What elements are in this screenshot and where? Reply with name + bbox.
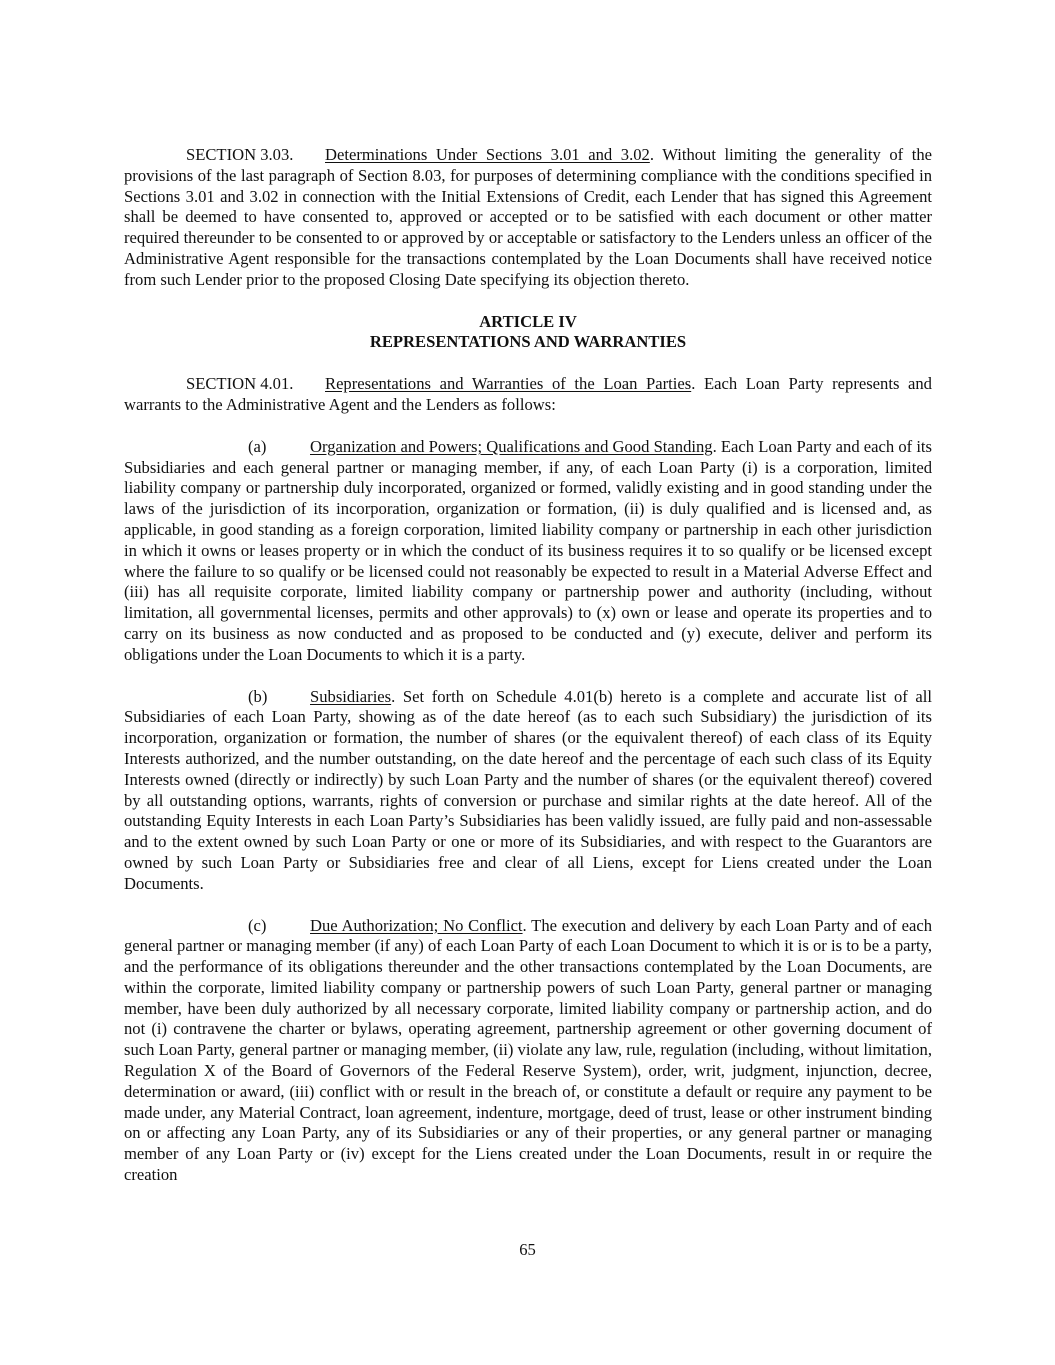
article-title: REPRESENTATIONS AND WARRANTIES (369, 332, 687, 352)
section-heading: Representations and Warranties of the Loan Parties (325, 374, 692, 394)
clause-heading: Organization and Powers; Qualifications and Good Standing (310, 436, 713, 456)
document-page (124, 145, 932, 1186)
clause-label: (a) (248, 436, 267, 456)
section-3-03 (124, 145, 932, 291)
section-heading: Determinations Under Sections 3.01 and 3.02 (325, 145, 650, 164)
clause-body: . Each Loan Party and each of its Subsidiaries and each general partner or managing member, if any, of each Loan Party (i) is a corporation, limited liability company or partnership duly incorporated, organized or formed, validly existing and in good standing under the laws of the jurisdiction of its incorporation, organization or formation, (ii) is duly qualified and is licensed and, as applicable, in good standing as a foreign corporation, limited liability company or partnership in each other jurisdiction in which it owns or leases property or in which the conduct of its business requires it to so qualify or be licensed except where the failure to so qualify or be licensed could not reasonably be expected to result in a Material Adverse Effect and (iii) has all requisite corporate, limited liability company or partnership power and authority (including, without limitation, all governmental licenses, permits and other approvals) to (x) own or lease and operate its properties and to carry on its business as now conducted and as proposed to be conducted and (y) execute, deliver and perform its obligations under the Loan Documents to which it is a party. (124, 436, 933, 664)
section-number: SECTION 3.03. (186, 145, 294, 164)
clause-heading: Subsidiaries (310, 686, 392, 706)
clause-c (124, 916, 932, 1186)
clause-a (124, 437, 932, 666)
section-body: . Each Loan Party represents and warrants to the Administrative Agent and the Lenders as follows: (124, 374, 932, 414)
section-number: SECTION 4.01. (186, 374, 294, 394)
clause-label: (b) (248, 686, 268, 706)
section-body: . Without limiting the generality of the provisions of the last paragraph of Section 8.03, for purposes of determining compliance with the conditions specified in Sections 3.01 and 3.02 in connection with the Initial Extensions of Credit, each Lender that has signed this Agreement shall be deemed to have consented to, approved or accepted or to be satisfied with each document or other matter required thereunder to be consented to or approved by or acceptable or satisfactory to the Lenders unless an officer of the Administrative Agent responsible for the transactions contemplated by the Loan Documents shall have received notice from such Lender prior to the proposed Closing Date specifying its objection thereto. (124, 145, 932, 289)
article-number: ARTICLE IV (479, 311, 577, 331)
clause-body: . The execution and delivery by each Loan Party and of each general partner or managing member (if any) of each Loan Party of each Loan Document to which it is or is to be a party, and the performance of its obligations thereunder and the other transactions contemplated by the Loan Documents, are within the corporate, limited liability company or partnership powers of such Loan Party, general partner or managing member, have been duly authorized by all necessary corporate, limited liability company or partnership action, and do not (i) contravene the charter or bylaws, operating agreement, partnership agreement or other governing document of such Loan Party, general partner or managing member, (ii) violate any law, rule, regulation (including, without limitation, Regulation X of the Board of Governors of the Federal Reserve System), order, writ, judgment, injunction, decree, determination or award, (iii) conflict with or result in the breach of, or constitute a default or require any payment to be made under, any Material Contract, loan agreement, indenture, mortgage, deed of trust, lease or other instrument binding on or affecting any Loan Party, any of its Subsidiaries or any of their properties, or any general partner or managing member of any Loan Party or (iv) except for the Liens created under the Loan Documents, result in or require the creation (124, 915, 932, 1185)
clause-body: . Set forth on Schedule 4.01(b) hereto is a complete and accurate list of all Subsidiaries of each Loan Party, showing as of the date hereof (as to each such Subsidiary) the jurisdiction of its incorporation, organization or formation, the number of shares (or the equivalent thereof) of each class of its Equity Interests authorized, and the number outstanding, on the date hereof and the percentage of each such class of its Equity Interests owned (directly or indirectly) by such Loan Party and the number of shares (or the equivalent thereof) covered by all outstanding options, warrants, rights of conversion or purchase and similar rights at the date hereof. All of the outstanding Equity Interests in each Loan Party’s Subsidiaries has been validly issued, are fully paid and non-assessable and to the extent owned by such Loan Party or one or more of its Subsidiaries, and with respect to the Guarantors are owned by such Loan Party or Subsidiaries free and clear of all Liens, except for Liens created under the Loan Documents. (124, 686, 932, 893)
clause-label: (c) (248, 915, 267, 935)
clause-b (124, 687, 932, 895)
section-4-01 (124, 374, 932, 416)
article-heading (124, 312, 932, 354)
clause-heading: Due Authorization; No Conflict (310, 915, 523, 935)
page-number: 65 (519, 1240, 536, 1259)
